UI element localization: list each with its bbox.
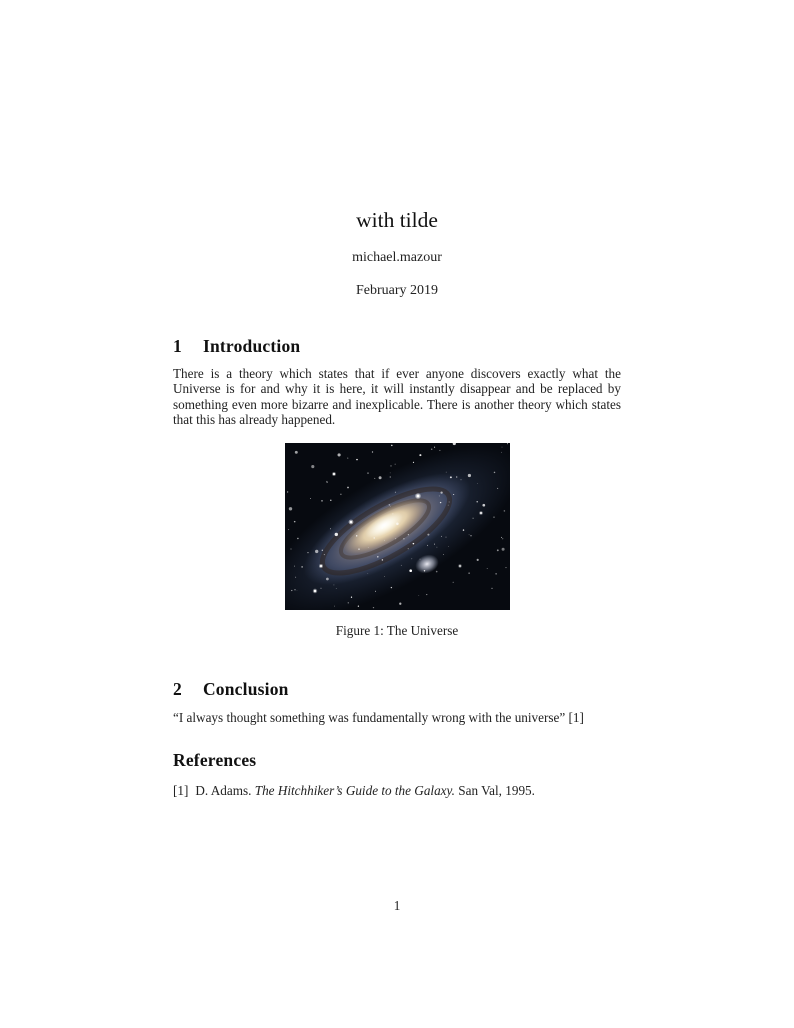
reference-label: [1] — [173, 783, 189, 798]
title-block — [173, 208, 621, 299]
reference-publisher: San Val, 1995. — [458, 783, 535, 798]
reference-entry — [173, 783, 621, 798]
figure-caption: Figure 1: The Universe — [335, 623, 459, 638]
document-author: michael.mazour — [352, 250, 442, 265]
reference-authors: D. Adams. — [195, 783, 252, 798]
figure-image — [285, 443, 510, 610]
conclusion-quote: “I always thought something was fundamentally wrong with the universe” [1] — [173, 710, 584, 725]
section-title: Introduction — [202, 336, 301, 356]
section-title: Conclusion — [202, 679, 289, 699]
reference-title: The Hitchhiker’s Guide to the Galaxy. — [254, 783, 455, 798]
section-heading-introduction — [173, 336, 621, 357]
page-number: 1 — [393, 898, 401, 913]
document-date: February 2019 — [355, 283, 439, 298]
section-number: 2 — [173, 679, 182, 699]
section-number: 1 — [173, 336, 182, 356]
section-heading-conclusion — [173, 679, 621, 700]
introduction-paragraph: There is a theory which states that if ever anyone discovers exactly what the Universe is for and why it is here, it will instantly disappear and be replaced by something even more bizarre and inexplicable. There is another theory which states that this has already happened. — [173, 366, 621, 427]
andromeda-galaxy-illustration — [285, 443, 510, 610]
references-heading: References — [173, 750, 257, 770]
document-title: with tilde — [356, 208, 438, 232]
